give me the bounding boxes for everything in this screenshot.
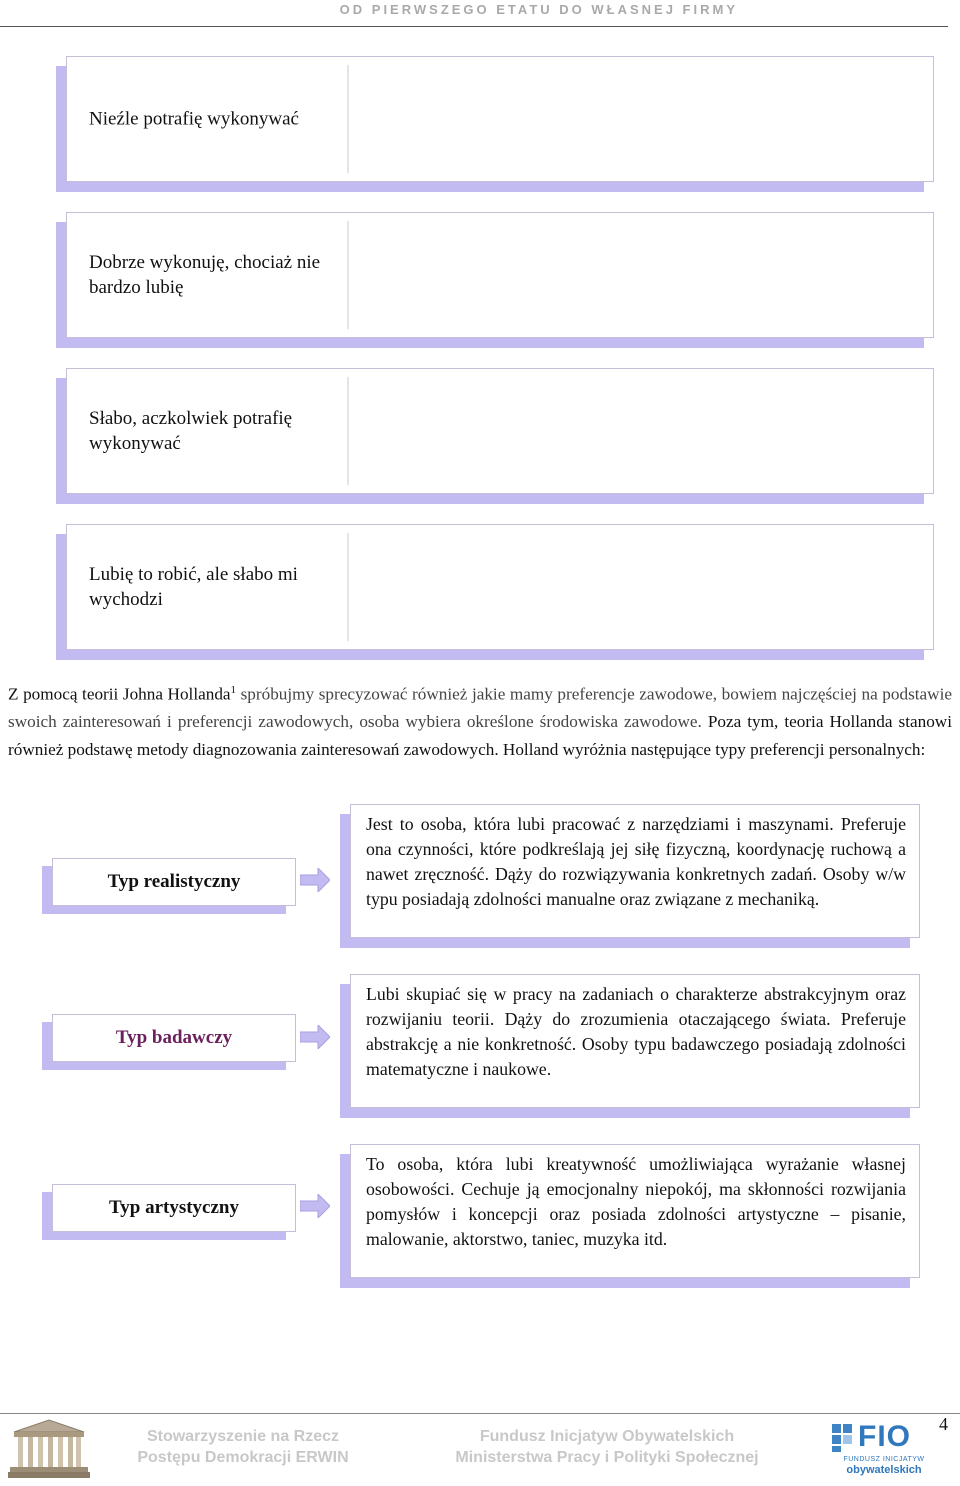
skill-row-label: Dobrze wykonuję, chociaż nie bardzo lubię <box>89 252 321 298</box>
column-divider <box>347 533 349 641</box>
type-description: Jest to osoba, która lubi pracować z narzędziami i maszynami. Preferuje ona czynności, które podkreślają jej siłę fizyczną, koordynację ruchową a nawet zręczność. Dąży do rozwiązywania konkretnych zadań. Osoby w/w typu posiadają zdolności manualne oraz związane z mechaniką. <box>366 814 906 909</box>
footer-org-line1: Stowarzyszenie na Rzecz <box>146 1428 340 1445</box>
header-title: OD PIERWSZEGO ETATU DO WŁASNEJ FIRMY <box>339 2 738 17</box>
fio-logo-sub1: FUNDUSZ INICJATYW <box>843 1456 925 1463</box>
type-label-box <box>52 1184 296 1232</box>
type-label-box <box>52 1014 296 1062</box>
arrow-right-icon <box>300 1194 330 1218</box>
skill-row <box>66 524 934 650</box>
skill-row-label: Nieźle potrafię wykonywać <box>89 108 299 130</box>
type-description: Lubi skupiać się w pracy na zadaniach o charakterze abstrakcyjnym oraz rozwijaniu teorii. Dąży do zrozumienia otaczającego świata. Preferuje abstrakcję a nie konkretność. Osoby typu badawczego posiadają zdolności matematyczne i naukowe. <box>366 984 906 1079</box>
temple-icon <box>8 1418 90 1480</box>
type-label: Typ artystyczny <box>109 1197 239 1218</box>
holland-intro-paragraph <box>8 677 952 763</box>
fio-logo-sub2: obywatelskich <box>846 1464 922 1476</box>
paragraph-part3: Poza tym, teoria Hollanda stanowi również podstawę metody diagnozowania zainteresowań zawodowych. Holland wyróżnia następujące typy preferencji personalnych: <box>8 712 952 759</box>
skill-row-label: Słabo, aczkolwiek potrafię wykonywać <box>89 408 293 454</box>
footer-fund <box>430 1426 784 1468</box>
column-divider <box>347 221 349 329</box>
type-label-box <box>52 858 296 906</box>
paragraph-part1: Z pomocą teorii Johna Hollanda <box>8 684 231 704</box>
skill-row <box>66 212 934 338</box>
fio-logo <box>832 1420 936 1480</box>
type-description: To osoba, która lubi kreatywność umożliwiająca wyrażanie własnej osobowości. Cechuje ją emocjonalny niepokój, ma skłonności rozwijania pomysłów i koncepcji oraz posiada zdolności artystyczne – pisanie, malowanie, aktorstwo, taniec, muzyka itd. <box>366 1154 906 1249</box>
header-divider <box>0 26 948 27</box>
footer-divider <box>0 1413 960 1414</box>
type-description-box <box>350 804 920 938</box>
column-divider <box>347 377 349 485</box>
footer-org-line2: Postępu Demokracji ERWIN <box>137 1449 349 1466</box>
fio-logo-text: FIO <box>858 1420 911 1453</box>
page-number: 4 <box>939 1414 948 1434</box>
type-label: Typ realistyczny <box>107 871 241 892</box>
footer-organization <box>112 1426 374 1468</box>
arrow-right-icon <box>300 1025 330 1049</box>
skill-row-label: Lubię to robić, ale słabo mi wychodzi <box>89 564 298 610</box>
footer-fund-line2: Ministerstwa Pracy i Polityki Społecznej <box>455 1449 759 1466</box>
paragraph-part2: spróbujmy sprecyzować również jakie mamy preferencje zawodowe, bowiem najczęściej na podstawie swoich zainteresowań i preferencji zawodowych, osoba wybiera określone środowiska zawodowe. <box>8 684 952 732</box>
skill-row <box>66 56 934 182</box>
column-divider <box>347 65 349 173</box>
footer-fund-line1: Fundusz Inicjatyw Obywatelskich <box>479 1428 735 1445</box>
footnote-ref[interactable]: 1 <box>230 684 237 696</box>
type-label: Typ badawczy <box>115 1027 233 1048</box>
type-description-box <box>350 1144 920 1278</box>
arrow-right-icon <box>300 868 330 892</box>
fio-emblem-icon <box>832 1424 854 1452</box>
skill-row <box>66 368 934 494</box>
type-description-box <box>350 974 920 1108</box>
